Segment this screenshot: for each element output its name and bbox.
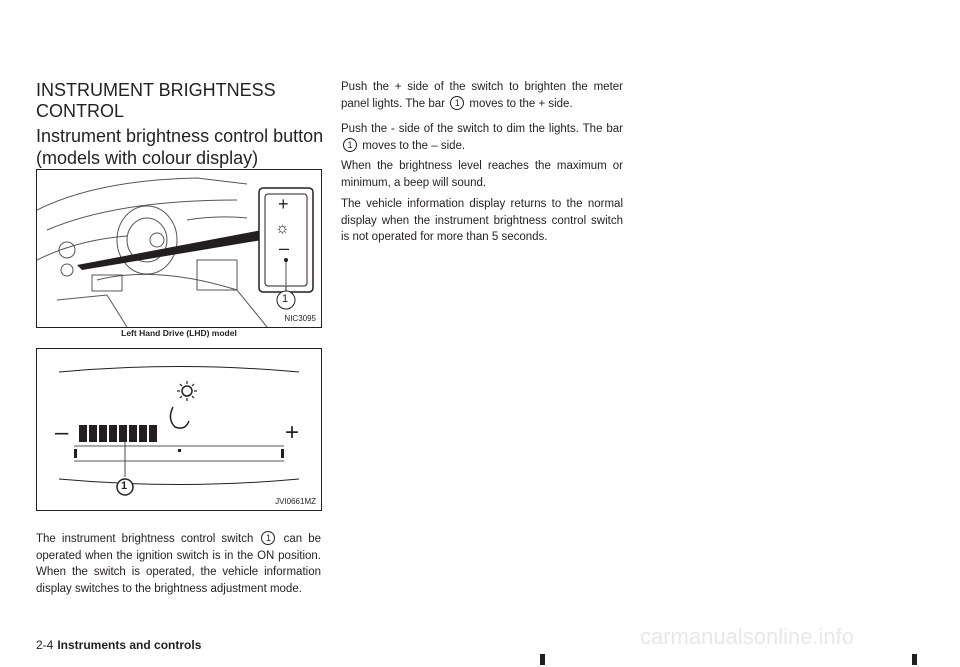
- figure-dashboard: [36, 169, 322, 328]
- figure1-minus: –: [279, 238, 290, 258]
- figure2-code: JVI0661MZ: [275, 497, 316, 506]
- beep-paragraph: When the brightness level reaches the maximum or minimum, a beep will sound.: [341, 160, 623, 189]
- callout-1: 1: [261, 531, 275, 545]
- page-number: 2-4: [36, 638, 54, 652]
- intro-text-before: The instrument brightness control switch: [36, 533, 254, 545]
- callout-1: 1: [343, 138, 357, 152]
- figure2-plus: +: [285, 419, 300, 446]
- dim-text-before: Push the - side of the switch to dim the lights. The bar: [341, 123, 623, 135]
- brightness-icon: ☼: [275, 220, 290, 237]
- crop-mark: [912, 654, 917, 665]
- figure1-callout: 1: [282, 293, 289, 305]
- figure2-minus: –: [55, 419, 69, 446]
- intro-paragraph: [36, 531, 321, 597]
- dim-paragraph: [341, 121, 623, 154]
- brighten-paragraph: [341, 79, 623, 112]
- brighten-text-before: Push the + side of the switch to brighten the meter panel lights. The bar: [341, 81, 623, 110]
- brighten-text-after: moves to the + side.: [469, 97, 573, 110]
- crop-mark: [540, 654, 545, 665]
- section-title: INSTRUMENT BRIGHTNESS CONTROL: [36, 80, 276, 121]
- timeout-paragraph: The vehicle information display returns to the normal display when the instrument brightness control switch is not operated for more than 5 seconds.: [341, 198, 623, 243]
- watermark: carmanualsonline.info: [640, 624, 855, 649]
- callout-1: 1: [450, 96, 464, 110]
- figure2-callout: 1: [121, 480, 128, 492]
- figure1-caption: Left Hand Drive (LHD) model: [121, 328, 237, 338]
- figure1-code: NIC3095: [284, 314, 316, 323]
- footer-section: Instruments and controls: [57, 638, 202, 652]
- brightness-display-illustration: [37, 349, 321, 510]
- figure-brightness-display: [36, 348, 322, 511]
- figure1-plus: +: [278, 194, 289, 214]
- intro-text-after: can be operated when the ignition switch is in the ON position. When the switch is operated, the vehicle information display switches to the brightness adjustment mode.: [36, 533, 321, 595]
- subsection-title: Instrument brightness control button (models with colour display): [36, 126, 324, 168]
- page-footer: [36, 638, 201, 652]
- dim-text-after: moves to the – side.: [362, 139, 466, 152]
